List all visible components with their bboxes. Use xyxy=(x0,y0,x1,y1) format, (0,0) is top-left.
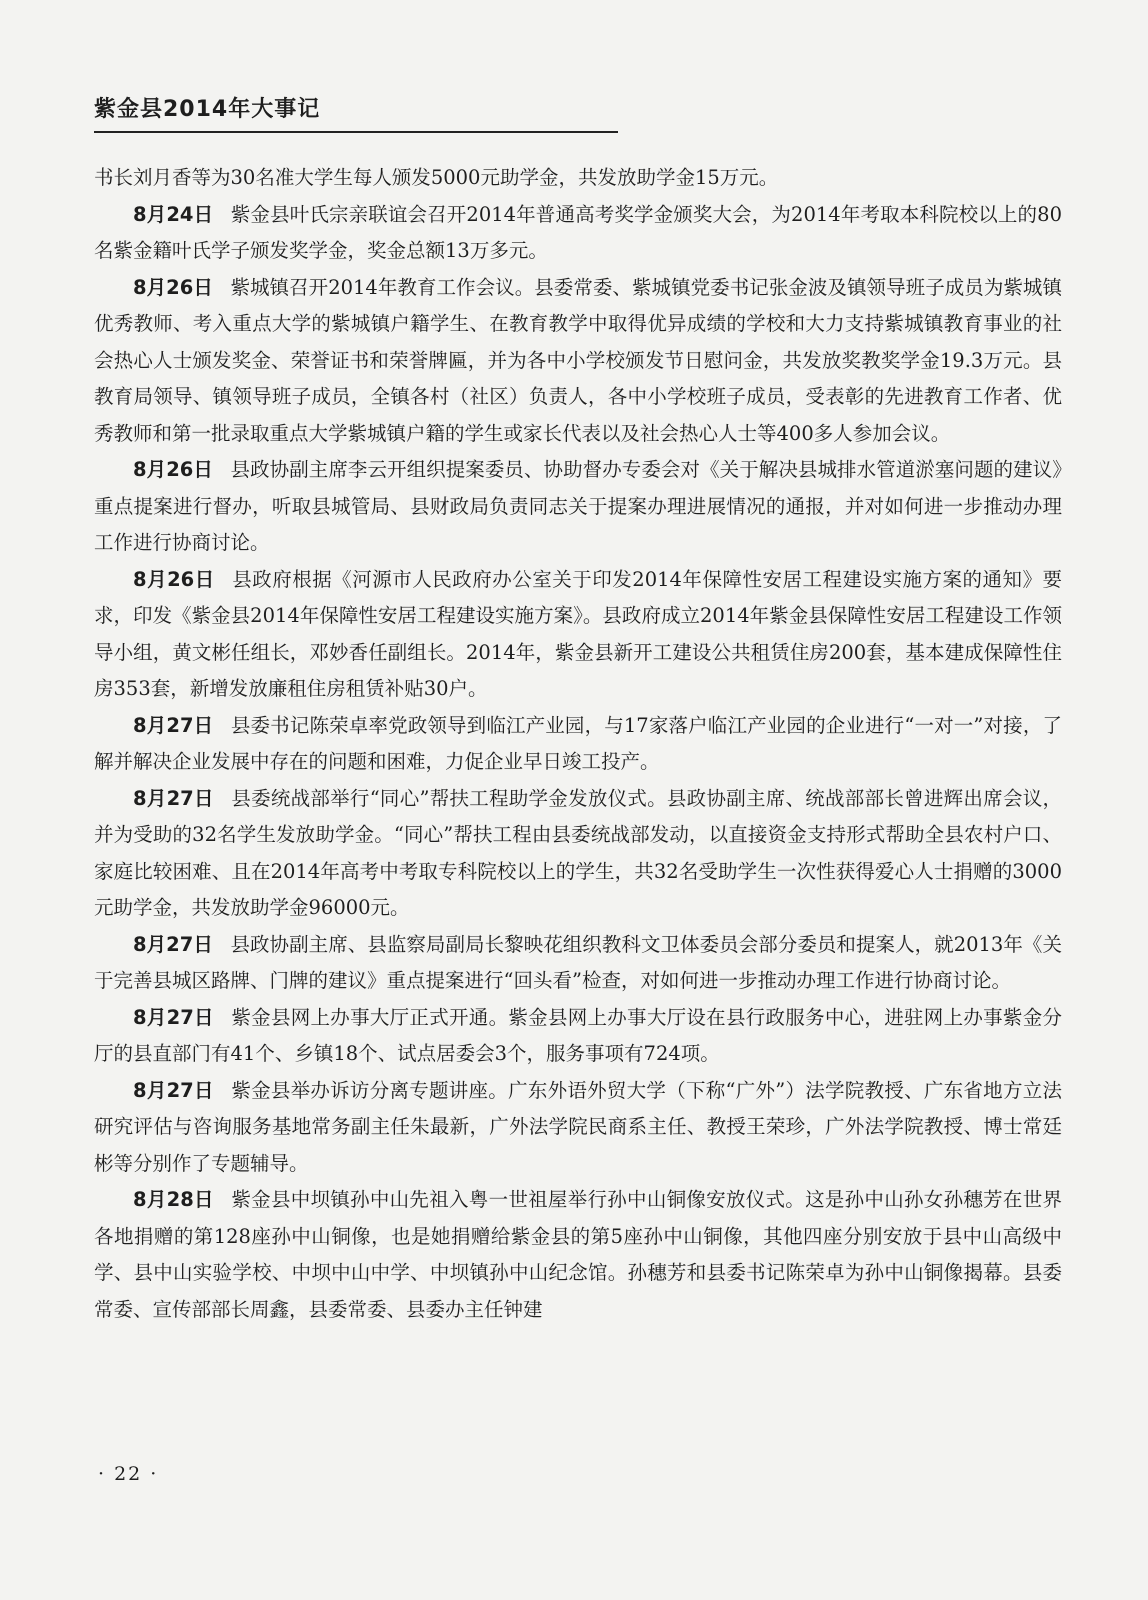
entry-date: 8月27日 xyxy=(133,786,214,810)
chronicle-body xyxy=(94,160,1062,1328)
chronicle-entry xyxy=(94,197,1062,270)
entry-text: 县委统战部举行“同心”帮扶工程助学金发放仪式。县政协副主席、统战部部长曾进辉出席会议，并为受助的32名学生发放助学金。“同心”帮扶工程由县委统战部发动，以直接资金支持形式帮助全县农村户口、家庭比较困难、且在2014年高考中考取专科院校以上的学生，共32名受助学生一次性获得爱心人士捐赠的3000元助学金，共发放助学金96000元。 xyxy=(94,786,1062,919)
entry-text: 县政府根据《河源市人民政府办公室关于印发2014年保障性安居工程建设实施方案的通知》要求，印发《紫金县2014年保障性安居工程建设实施方案》。县政府成立2014年紫金县保障性安居工程建设工作领导小组，黄文彬任组长，邓妙香任副组长。2014年，紫金县新开工建设公共租赁住房200套，基本建成保障性住房353套，新增发放廉租住房租赁补贴30户。 xyxy=(94,567,1062,700)
entry-text: 县政协副主席、县监察局副局长黎映花组织教科文卫体委员会部分委员和提案人，就2013年《关于完善县城区路牌、门牌的建议》重点提案进行“回头看”检查，对如何进一步推动办理工作进行协商讨论。 xyxy=(94,932,1062,992)
entry-text: 紫金县举办诉访分离专题讲座。广东外语外贸大学（下称“广外”）法学院教授、广东省地方立法研究评估与咨询服务基地常务副主任朱最新，广外法学院民商系主任、教授王荣珍，广外法学院教授、博士常廷彬等分别作了专题辅导。 xyxy=(94,1078,1062,1175)
chronicle-entry xyxy=(94,1073,1062,1183)
entry-date: 8月28日 xyxy=(133,1188,214,1211)
chronicle-entry xyxy=(94,452,1062,562)
chronicle-entry xyxy=(94,781,1062,927)
entry-text: 县政协副主席李云开组织提案委员、协助督办专委会对《关于解决县城排水管道淤塞问题的建议》重点提案进行督办，听取县城管局、县财政局负责同志关于提案办理进展情况的通报，并对如何进一步推动办理工作进行协商讨论。 xyxy=(94,458,1062,554)
entry-date: 8月27日 xyxy=(133,932,213,956)
chronicle-entry xyxy=(94,562,1062,708)
chronicle-entry xyxy=(94,270,1062,453)
page-number: · 22 · xyxy=(98,1463,159,1485)
entry-date: 8月27日 xyxy=(133,713,214,737)
header-divider xyxy=(94,131,618,133)
entry-text: 紫城镇召开2014年教育工作会议。县委常委、紫城镇党委书记张金波及镇领导班子成员为紫城镇优秀教师、考入重点大学的紫城镇户籍学生、在教育教学中取得优异成绩的学校和大力支持紫城镇教育事业的社会热心人士颁发奖金、荣誉证书和荣誉牌匾，并为各中小学校颁发节日慰问金，共发放奖教奖学金19.3万元。县教育局领导、镇领导班子成员，全镇各村（社区）负责人，各中小学校班子成员，受表彰的先进教育工作者、优秀教师和第一批录取重点大学紫城镇户籍的学生或家长代表以及社会热心人士等400多人参加会议。 xyxy=(94,275,1062,445)
entry-date: 8月26日 xyxy=(133,275,213,299)
entry-date: 8月24日 xyxy=(133,202,214,226)
chronicle-entry xyxy=(94,1182,1062,1328)
running-header: 紫金县2014年大事记 xyxy=(94,97,321,122)
entry-text: 县委书记陈荣卓率党政领导到临江产业园，与17家落户临江产业园的企业进行“一对一”对接，了解并解决企业发展中存在的问题和困难，力促企业早日竣工投产。 xyxy=(94,713,1062,773)
entry-date: 8月27日 xyxy=(133,1078,214,1102)
continuation-paragraph: 书长刘月香等为30名准大学生每人颁发5000元助学金，共发放助学金15万元。 xyxy=(94,166,779,189)
entry-date: 8月26日 xyxy=(133,458,213,481)
entry-date: 8月26日 xyxy=(133,567,215,591)
entry-text: 紫金县叶氏宗亲联谊会召开2014年普通高考奖学金颁奖大会，为2014年考取本科院校以上的80名紫金籍叶氏学子颁发奖学金，奖金总额13万多元。 xyxy=(94,202,1062,262)
entry-text: 紫金县网上办事大厅正式开通。紫金县网上办事大厅设在县行政服务中心，进驻网上办事紫金分厅的县直部门有41个、乡镇18个、试点居委会3个，服务事项有724项。 xyxy=(94,1005,1062,1065)
entry-text: 紫金县中坝镇孙中山先祖入粤一世祖屋举行孙中山铜像安放仪式。这是孙中山孙女孙穗芳在世界各地捐赠的第128座孙中山铜像，也是她捐赠给紫金县的第5座孙中山铜像，其他四座分别安放于县中山高级中学、县中山实验学校、中坝中山中学、中坝镇孙中山纪念馆。孙穗芳和县委书记陈荣卓为孙中山铜像揭幕。县委常委、宣传部部长周鑫，县委常委、县委办主任钟建 xyxy=(94,1188,1062,1321)
chronicle-entry xyxy=(94,927,1062,1000)
chronicle-entry xyxy=(94,1000,1062,1073)
entry-date: 8月27日 xyxy=(133,1005,214,1029)
chronicle-entry xyxy=(94,708,1062,781)
